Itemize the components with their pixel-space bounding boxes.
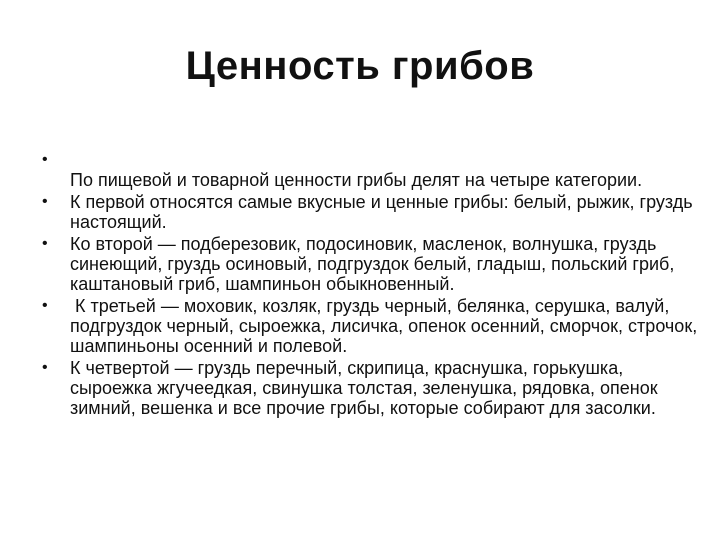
bullet-item: [40, 234, 700, 294]
slide-title: Ценность грибов: [185, 44, 535, 88]
bullet-item: [40, 150, 700, 190]
bullet-dot-icon: •: [42, 235, 48, 252]
bullet-dot-icon: •: [42, 359, 48, 376]
bullet-text: К первой относятся самые вкусные и ценные грибы: белый, рыжик, груздь настоящий.: [70, 192, 693, 232]
bullet-text: К четвертой — груздь перечный, скрипица, краснушка, горькушка, сыроежка жгучеедкая, свинушка толстая, зеленушка, рядовка, опенок зимний, вешенка и все прочие грибы, которые собирают для засолки.: [70, 358, 658, 418]
bullet-dot-icon: •: [42, 297, 48, 314]
bullet-dot-icon: •: [42, 193, 48, 210]
bullet-item: [40, 296, 703, 356]
bullet-list: [40, 150, 703, 418]
bullet-text: Ко второй — подберезовик, подосиновик, масленок, волнушка, груздь синеющий, груздь осиновый, подгруздок белый, гладыш, польский гриб, каштановый гриб, шампиньон обыкновенный.: [70, 234, 675, 294]
bullet-text: К третьей — моховик, козляк, груздь черный, белянка, серушка, валуй, подгруздок черный, сыроежка, лисичка, опенок осенний, сморчок, строчок, шампиньоны осенний и полевой.: [70, 296, 703, 356]
bullet-text: По пищевой и товарной ценности грибы делят на четыре категории.: [70, 170, 643, 190]
bullet-item: [40, 192, 700, 232]
bullet-item: [40, 358, 700, 418]
bullet-dot-icon: •: [42, 151, 48, 168]
